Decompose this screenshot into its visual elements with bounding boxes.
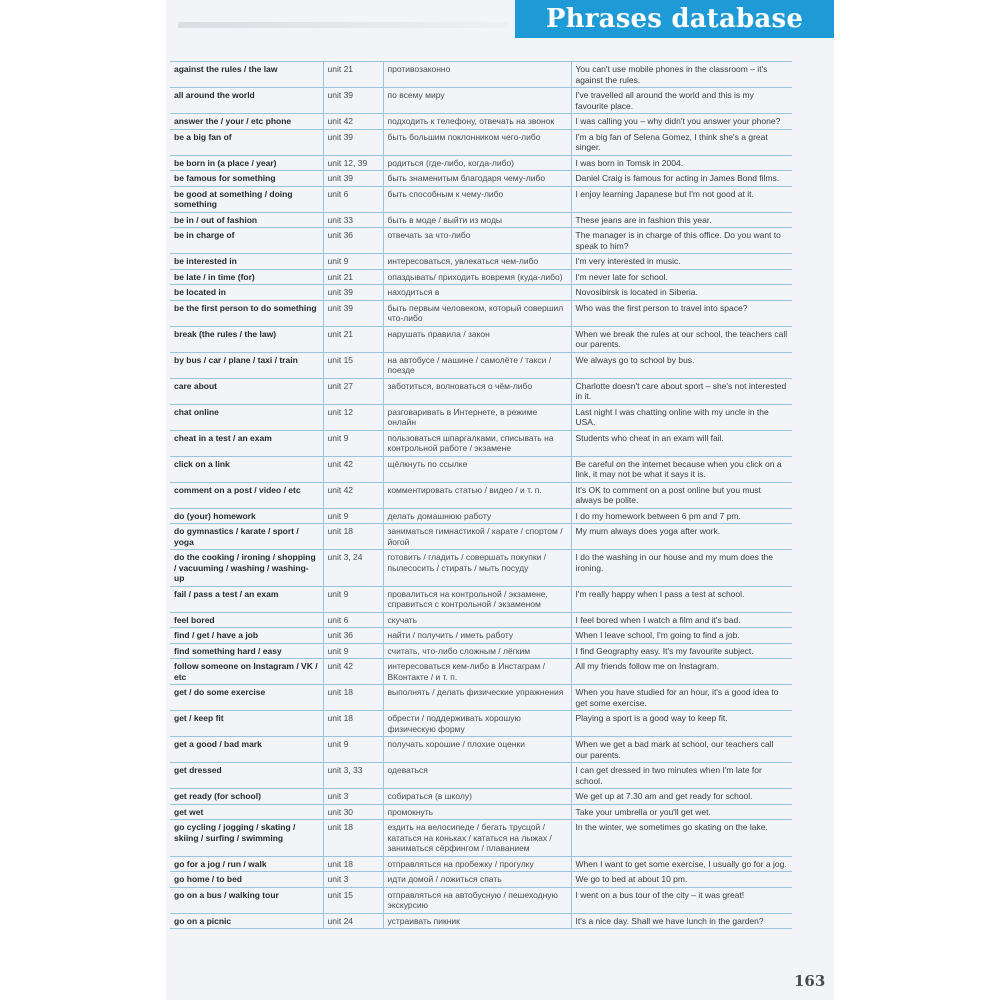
unit-cell: unit 15 [323,352,383,378]
table-row [170,612,792,628]
table-row [170,352,792,378]
phrase-cell: be in charge of [170,228,323,254]
phrase-cell: get dressed [170,763,323,789]
example-cell: Playing a sport is a good way to keep fit. [571,711,792,737]
unit-cell: unit 3, 33 [323,763,383,789]
phrase-cell: be famous for something [170,171,323,187]
section-title-banner [515,0,834,38]
phrase-cell: do the cooking / ironing / shopping / vacuuming / washing / washing-up [170,550,323,587]
table-row [170,550,792,587]
phrase-cell: get / do some exercise [170,685,323,711]
table-row [170,269,792,285]
example-cell: I was born in Tomsk in 2004. [571,155,792,171]
example-cell: I find Geography easy. It's my favourite subject. [571,643,792,659]
table-row [170,913,792,929]
example-cell: I'm really happy when I pass a test at school. [571,586,792,612]
example-cell: When you have studied for an hour, it's a good idea to get some exercise. [571,685,792,711]
phrase-cell: get / keep fit [170,711,323,737]
phrase-cell: be in / out of fashion [170,212,323,228]
translation-cell: отправляться на пробежку / прогулку [383,856,571,872]
phrase-cell: by bus / car / plane / taxi / train [170,352,323,378]
unit-cell: unit 39 [323,285,383,301]
table-row [170,285,792,301]
translation-cell: провалиться на контрольной / экзамене, справиться с контрольной / экзаменом [383,586,571,612]
table-row [170,628,792,644]
phrase-cell: all around the world [170,88,323,114]
table-row [170,643,792,659]
faded-header-text [178,22,508,28]
translation-cell: скучать [383,612,571,628]
translation-cell: разговаривать в Интернете, в режиме онлайн [383,404,571,430]
phrase-cell: care about [170,378,323,404]
phrase-cell: get ready (for school) [170,789,323,805]
phrase-cell: be a big fan of [170,129,323,155]
translation-cell: отправляться на автобусную / пешеходную экскурсию [383,887,571,913]
example-cell: When we break the rules at our school, the teachers call our parents. [571,326,792,352]
unit-cell: unit 18 [323,685,383,711]
example-cell: Last night I was chatting online with my uncle in the USA. [571,404,792,430]
example-cell: I went on a bus tour of the city – it was great! [571,887,792,913]
translation-cell: считать, что-либо сложным / лёгким [383,643,571,659]
phrase-cell: be late / in time (for) [170,269,323,285]
translation-cell: выполнять / делать физические упражнения [383,685,571,711]
translation-cell: опаздывать/ приходить вовремя (куда-либо) [383,269,571,285]
phrase-cell: follow someone on Instagram / VK / etc [170,659,323,685]
translation-cell: делать домашнюю работу [383,508,571,524]
table-row [170,129,792,155]
example-cell: Be careful on the internet because when you click on a link, it may not be what it says it is. [571,456,792,482]
phrase-cell: go for a jog / run / walk [170,856,323,872]
translation-cell: заботиться, волноваться о чём-либо [383,378,571,404]
example-cell: It's a nice day. Shall we have lunch in the garden? [571,913,792,929]
translation-cell: готовить / гладить / совершать покупки / пылесосить / стирать / мыть посуду [383,550,571,587]
phrase-cell: be born in (a place / year) [170,155,323,171]
example-cell: The manager is in charge of this office. Do you want to speak to him? [571,228,792,254]
example-cell: I can get dressed in two minutes when I'm late for school. [571,763,792,789]
example-cell: Who was the first person to travel into space? [571,300,792,326]
example-cell: I do the washing in our house and my mum does the ironing. [571,550,792,587]
unit-cell: unit 9 [323,254,383,270]
translation-cell: быть первым человеком, который совершил что-либо [383,300,571,326]
table-row [170,404,792,430]
phrase-cell: go on a bus / walking tour [170,887,323,913]
table-row [170,820,792,857]
phrase-cell: fail / pass a test / an exam [170,586,323,612]
unit-cell: unit 27 [323,378,383,404]
unit-cell: unit 21 [323,62,383,88]
example-cell: We get up at 7.30 am and get ready for school. [571,789,792,805]
table-row [170,524,792,550]
unit-cell: unit 39 [323,300,383,326]
phrase-cell: break (the rules / the law) [170,326,323,352]
unit-cell: unit 9 [323,643,383,659]
table-row [170,856,792,872]
example-cell: Take your umbrella or you'll get wet. [571,804,792,820]
phrase-cell: feel bored [170,612,323,628]
translation-cell: заниматься гимнастикой / карате / спортом / йогой [383,524,571,550]
example-cell: It's OK to comment on a post online but you must always be polite. [571,482,792,508]
unit-cell: unit 18 [323,856,383,872]
table-row [170,378,792,404]
translation-cell: подходить к телефону, отвечать на звонок [383,114,571,130]
translation-cell: нарушать правила / закон [383,326,571,352]
table-row [170,586,792,612]
unit-cell: unit 9 [323,430,383,456]
unit-cell: unit 18 [323,524,383,550]
translation-cell: быть в моде / выйти из моды [383,212,571,228]
unit-cell: unit 18 [323,820,383,857]
table-row [170,326,792,352]
table-row [170,228,792,254]
example-cell: In the winter, we sometimes go skating on the lake. [571,820,792,857]
unit-cell: unit 9 [323,737,383,763]
unit-cell: unit 36 [323,628,383,644]
table-row [170,763,792,789]
example-cell: Daniel Craig is famous for acting in James Bond films. [571,171,792,187]
phrase-cell: find something hard / easy [170,643,323,659]
unit-cell: unit 6 [323,612,383,628]
example-cell: I'm very interested in music. [571,254,792,270]
phrase-cell: chat online [170,404,323,430]
translation-cell: получать хорошие / плохие оценки [383,737,571,763]
table-row [170,508,792,524]
table-row [170,482,792,508]
phrase-cell: go on a picnic [170,913,323,929]
translation-cell: ездить на велосипеде / бегать трусцой / кататься на коньках / кататься на лыжах / заниматься сёрфингом / плаванием [383,820,571,857]
unit-cell: unit 42 [323,114,383,130]
table-row [170,88,792,114]
unit-cell: unit 33 [323,212,383,228]
table-row [170,114,792,130]
table-row [170,171,792,187]
translation-cell: пользоваться шпаргалками, списывать на контрольной работе / экзамене [383,430,571,456]
example-cell: I feel bored when I watch a film and it's bad. [571,612,792,628]
translation-cell: найти / получить / иметь работу [383,628,571,644]
translation-cell: обрести / поддерживать хорошую физическую форму [383,711,571,737]
phrases-table-body [170,62,792,929]
table-row [170,300,792,326]
table-row [170,62,792,88]
example-cell: Students who cheat in an exam will fail. [571,430,792,456]
example-cell: All my friends follow me on Instagram. [571,659,792,685]
translation-cell: идти домой / ложиться спать [383,872,571,888]
unit-cell: unit 42 [323,456,383,482]
table-row [170,804,792,820]
example-cell: My mum always does yoga after work. [571,524,792,550]
example-cell: When we get a bad mark at school, our teachers call our parents. [571,737,792,763]
example-cell: These jeans are in fashion this year. [571,212,792,228]
table-row [170,212,792,228]
example-cell: Charlotte doesn't care about sport – she's not interested in it. [571,378,792,404]
unit-cell: unit 12 [323,404,383,430]
translation-cell: противозаконно [383,62,571,88]
table-row [170,789,792,805]
translation-cell: комментировать статью / видео / и т. п. [383,482,571,508]
unit-cell: unit 36 [323,228,383,254]
section-title: Phrases database [545,4,804,34]
example-cell: I'm never late for school. [571,269,792,285]
translation-cell: устраивать пикник [383,913,571,929]
table-row [170,456,792,482]
phrase-cell: comment on a post / video / etc [170,482,323,508]
unit-cell: unit 3, 24 [323,550,383,587]
phrase-cell: get a good / bad mark [170,737,323,763]
phrase-cell: against the rules / the law [170,62,323,88]
unit-cell: unit 39 [323,88,383,114]
table-row [170,711,792,737]
unit-cell: unit 42 [323,482,383,508]
translation-cell: интересоваться, увлекаться чем-либо [383,254,571,270]
unit-cell: unit 42 [323,659,383,685]
phrase-cell: answer the / your / etc phone [170,114,323,130]
table-row [170,430,792,456]
phrase-cell: do (your) homework [170,508,323,524]
unit-cell: unit 3 [323,789,383,805]
table-row [170,872,792,888]
unit-cell: unit 15 [323,887,383,913]
table-row [170,737,792,763]
phrases-table [170,61,792,929]
example-cell: When I leave school, I'm going to find a job. [571,628,792,644]
translation-cell: отвечать за что-либо [383,228,571,254]
example-cell: We go to bed at about 10 pm. [571,872,792,888]
unit-cell: unit 30 [323,804,383,820]
table-row [170,186,792,212]
phrase-cell: be the first person to do something [170,300,323,326]
example-cell: I've travelled all around the world and this is my favourite place. [571,88,792,114]
example-cell: I enjoy learning Japanese but I'm not good at it. [571,186,792,212]
table-row [170,887,792,913]
unit-cell: unit 18 [323,711,383,737]
unit-cell: unit 24 [323,913,383,929]
phrase-cell: be located in [170,285,323,301]
translation-cell: по всему миру [383,88,571,114]
table-row [170,659,792,685]
example-cell: When I want to get some exercise, I usually go for a jog. [571,856,792,872]
translation-cell: быть знаменитым благодаря чему-либо [383,171,571,187]
phrase-cell: go cycling / jogging / skating / skiing / surfing / swimming [170,820,323,857]
phrase-cell: be good at something / doing something [170,186,323,212]
unit-cell: unit 9 [323,508,383,524]
table-row [170,685,792,711]
unit-cell: unit 3 [323,872,383,888]
unit-cell: unit 9 [323,586,383,612]
translation-cell: находиться в [383,285,571,301]
phrase-cell: cheat in a test / an exam [170,430,323,456]
translation-cell: интересоваться кем-либо в Инстаграм / ВКонтакте / и т. п. [383,659,571,685]
phrase-cell: go home / to bed [170,872,323,888]
example-cell: I do my homework between 6 pm and 7 pm. [571,508,792,524]
translation-cell: на автобусе / машине / самолёте / такси / поезде [383,352,571,378]
phrase-cell: do gymnastics / karate / sport / yoga [170,524,323,550]
example-cell: We always go to school by bus. [571,352,792,378]
unit-cell: unit 12, 39 [323,155,383,171]
table-row [170,155,792,171]
example-cell: You can't use mobile phones in the classroom – it's against the rules. [571,62,792,88]
translation-cell: щёлкнуть по ссылке [383,456,571,482]
unit-cell: unit 21 [323,269,383,285]
translation-cell: промокнуть [383,804,571,820]
translation-cell: одеваться [383,763,571,789]
table-row [170,254,792,270]
page-number: 163 [794,972,826,990]
phrase-cell: be interested in [170,254,323,270]
example-cell: I'm a big fan of Selena Gomez, I think she's a great singer. [571,129,792,155]
unit-cell: unit 21 [323,326,383,352]
translation-cell: собираться (в школу) [383,789,571,805]
phrase-cell: click on a link [170,456,323,482]
example-cell: I was calling you – why didn't you answer your phone? [571,114,792,130]
phrase-cell: get wet [170,804,323,820]
translation-cell: быть способным к чему-либо [383,186,571,212]
unit-cell: unit 39 [323,171,383,187]
translation-cell: родиться (где-либо, когда-либо) [383,155,571,171]
phrase-cell: find / get / have a job [170,628,323,644]
unit-cell: unit 6 [323,186,383,212]
example-cell: Novosibirsk is located in Siberia. [571,285,792,301]
unit-cell: unit 39 [323,129,383,155]
translation-cell: быть большим поклонником чего-либо [383,129,571,155]
